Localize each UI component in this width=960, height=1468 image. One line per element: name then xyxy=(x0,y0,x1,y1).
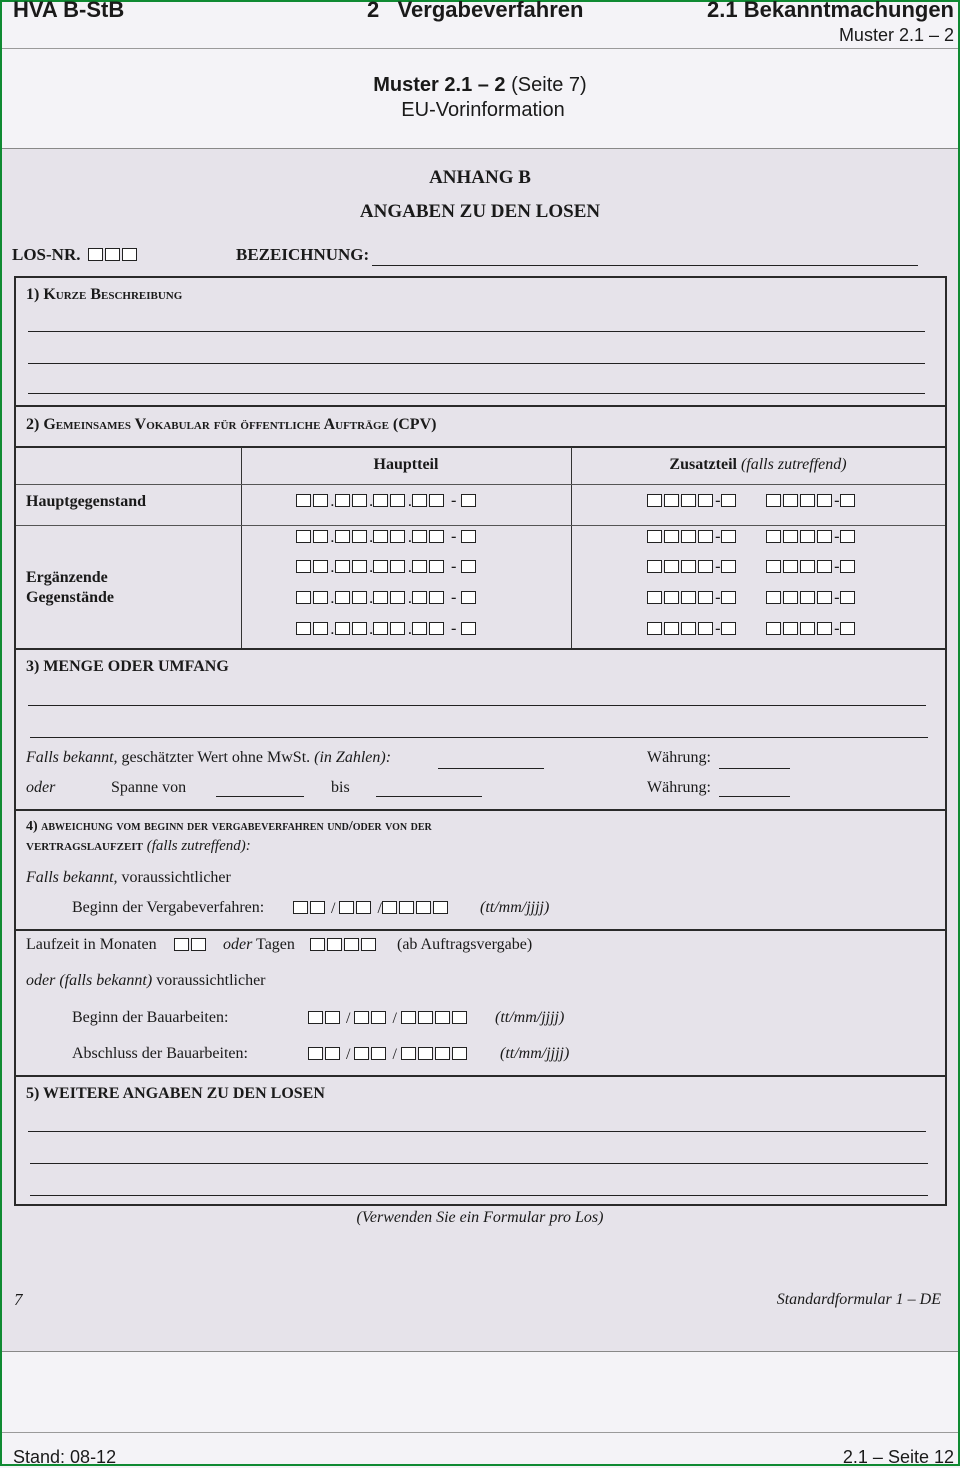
waehrung-field[interactable] xyxy=(719,768,790,769)
cpv-main-code[interactable]: . . . - xyxy=(296,619,478,639)
cpv-supplementary-code[interactable]: - xyxy=(766,491,857,511)
row-gegenstaende: Gegenstände xyxy=(26,589,114,606)
section-4-title-2: vertragslaufzeit (falls zutreffend): xyxy=(26,838,251,854)
cpv-col-divider xyxy=(571,447,572,649)
header-sub: Muster 2.1 – 2 xyxy=(838,25,954,45)
abschluss-bau-date[interactable]: / / xyxy=(308,1046,469,1064)
oder-falls-label: oder (falls bekannt) voraussichtlicher xyxy=(26,972,266,989)
anhang-heading: ANHANG B xyxy=(429,167,531,188)
cpv-supplementary-code[interactable]: - xyxy=(766,527,857,547)
cpv-main-code[interactable]: . . . - xyxy=(296,491,478,511)
header-center: 2 Vergabeverfahren xyxy=(367,0,584,22)
page-subtitle: EU-Vorinformation xyxy=(401,99,565,121)
cpv-main-code[interactable]: . . . - xyxy=(296,557,478,577)
spanne-von-field[interactable] xyxy=(216,796,304,797)
los-nr-boxes[interactable] xyxy=(88,247,139,265)
bis-label: bis xyxy=(331,779,350,796)
section-3-title: 3) MENGE ODER UMFANG xyxy=(26,658,229,675)
section-5-line[interactable] xyxy=(28,1131,926,1132)
beginn-bau-date[interactable]: / / xyxy=(308,1010,469,1028)
cpv-row-divider xyxy=(16,525,945,526)
title-page: (Seite 7) xyxy=(511,74,587,96)
form-note: (Verwenden Sie ein Formular pro Los) xyxy=(356,1209,604,1226)
cpv-supplementary-code[interactable]: - xyxy=(647,527,738,547)
footer-divider xyxy=(2,1432,958,1433)
date-format: (tt/mm/jjjj) xyxy=(495,1009,565,1026)
section-1-line[interactable] xyxy=(28,393,925,394)
page-title xyxy=(0,74,960,97)
wert-label: Falls bekannt, geschätzter Wert ohne MwSt. (in Zahlen): xyxy=(26,749,392,766)
header-right: 2.1 Bekanntmachungen xyxy=(707,0,954,22)
cpv-col-divider xyxy=(241,447,242,649)
waehrung-label-2: Währung: xyxy=(647,779,711,796)
inner-page-number: 7 xyxy=(14,1290,23,1309)
laufzeit-label: Laufzeit in Monaten xyxy=(26,936,157,953)
section-3-line[interactable] xyxy=(28,705,926,706)
cpv-supplementary-code[interactable]: - xyxy=(647,588,738,608)
row-ergaenzende: Ergänzende xyxy=(26,569,108,586)
waehrung-field-2[interactable] xyxy=(719,796,790,797)
col-zusatzteil: Zusatzteil (falls zutreffend) xyxy=(669,456,847,473)
laufzeit-monate[interactable] xyxy=(174,937,208,955)
spanne-label: Spanne von xyxy=(111,779,187,796)
col-hauptteil: Hauptteil xyxy=(373,456,439,473)
section-5-line[interactable] xyxy=(30,1163,928,1164)
beginn-verg-label: Beginn der Vergabeverfahren: xyxy=(72,899,265,916)
section-1-line[interactable] xyxy=(28,363,925,364)
los-nr-label: LOS-NR. xyxy=(12,245,81,264)
waehrung-label: Währung: xyxy=(647,749,711,766)
ab-auftrag-label: (ab Auftragsvergabe) xyxy=(397,936,533,953)
header-divider xyxy=(2,48,958,49)
cpv-supplementary-code[interactable]: - xyxy=(647,619,738,639)
section-4-title: 4) abweichung vom beginn der vergabeverfahren und/oder von der xyxy=(26,819,432,834)
cpv-supplementary-code[interactable]: - xyxy=(766,557,857,577)
beginn-bau-label: Beginn der Bauarbeiten: xyxy=(72,1009,229,1026)
date-format: (tt/mm/jjjj) xyxy=(500,1045,570,1062)
form-heading: ANGABEN ZU DEN LOSEN xyxy=(359,201,601,222)
date-format: (tt/mm/jjjj) xyxy=(480,899,550,916)
inner-footer-std: Standardformular 1 – DE xyxy=(776,1291,941,1308)
beginn-verg-date[interactable]: / / xyxy=(293,900,450,918)
section-3-line[interactable] xyxy=(30,737,928,738)
section-5-title: 5) WEITERE ANGABEN ZU DEN LOSEN xyxy=(26,1085,325,1102)
section-1-line[interactable] xyxy=(28,331,925,332)
header-left: HVA B-StB xyxy=(13,0,125,22)
footer-page: 2.1 – Seite 12 xyxy=(842,1447,954,1467)
bezeichnung-field[interactable] xyxy=(372,265,918,266)
abschluss-bau-label: Abschluss der Bauarbeiten: xyxy=(72,1045,248,1062)
title-bold: Muster 2.1 – 2 xyxy=(373,74,506,96)
wert-field[interactable] xyxy=(438,768,544,769)
cpv-main-code[interactable]: . . . - xyxy=(296,588,478,608)
section-2-title: 2) Gemeinsames Vokabular für öffentliche Aufträge (CPV) xyxy=(26,416,437,433)
cpv-main-code[interactable]: . . . - xyxy=(296,527,478,547)
tagen-label: oder Tagen xyxy=(223,936,295,953)
cpv-supplementary-code[interactable]: - xyxy=(766,588,857,608)
row-hauptgegenstand: Hauptgegenstand xyxy=(26,493,147,510)
voraus-label: Falls bekannt, voraussichtlicher xyxy=(26,869,231,886)
footer-stand: Stand: 08-12 xyxy=(13,1447,117,1467)
laufzeit-tage[interactable] xyxy=(310,937,378,955)
oder-label: oder xyxy=(26,779,56,796)
cpv-row-divider xyxy=(16,484,945,485)
cpv-supplementary-code[interactable]: - xyxy=(647,491,738,511)
cpv-supplementary-code[interactable]: - xyxy=(647,557,738,577)
cpv-supplementary-code[interactable]: - xyxy=(766,619,857,639)
bezeichnung-label: BEZEICHNUNG: xyxy=(236,245,370,264)
section-5-line[interactable] xyxy=(30,1195,928,1196)
section-1-title: 1) Kurze Beschreibung xyxy=(26,286,183,303)
spanne-bis-field[interactable] xyxy=(376,796,482,797)
